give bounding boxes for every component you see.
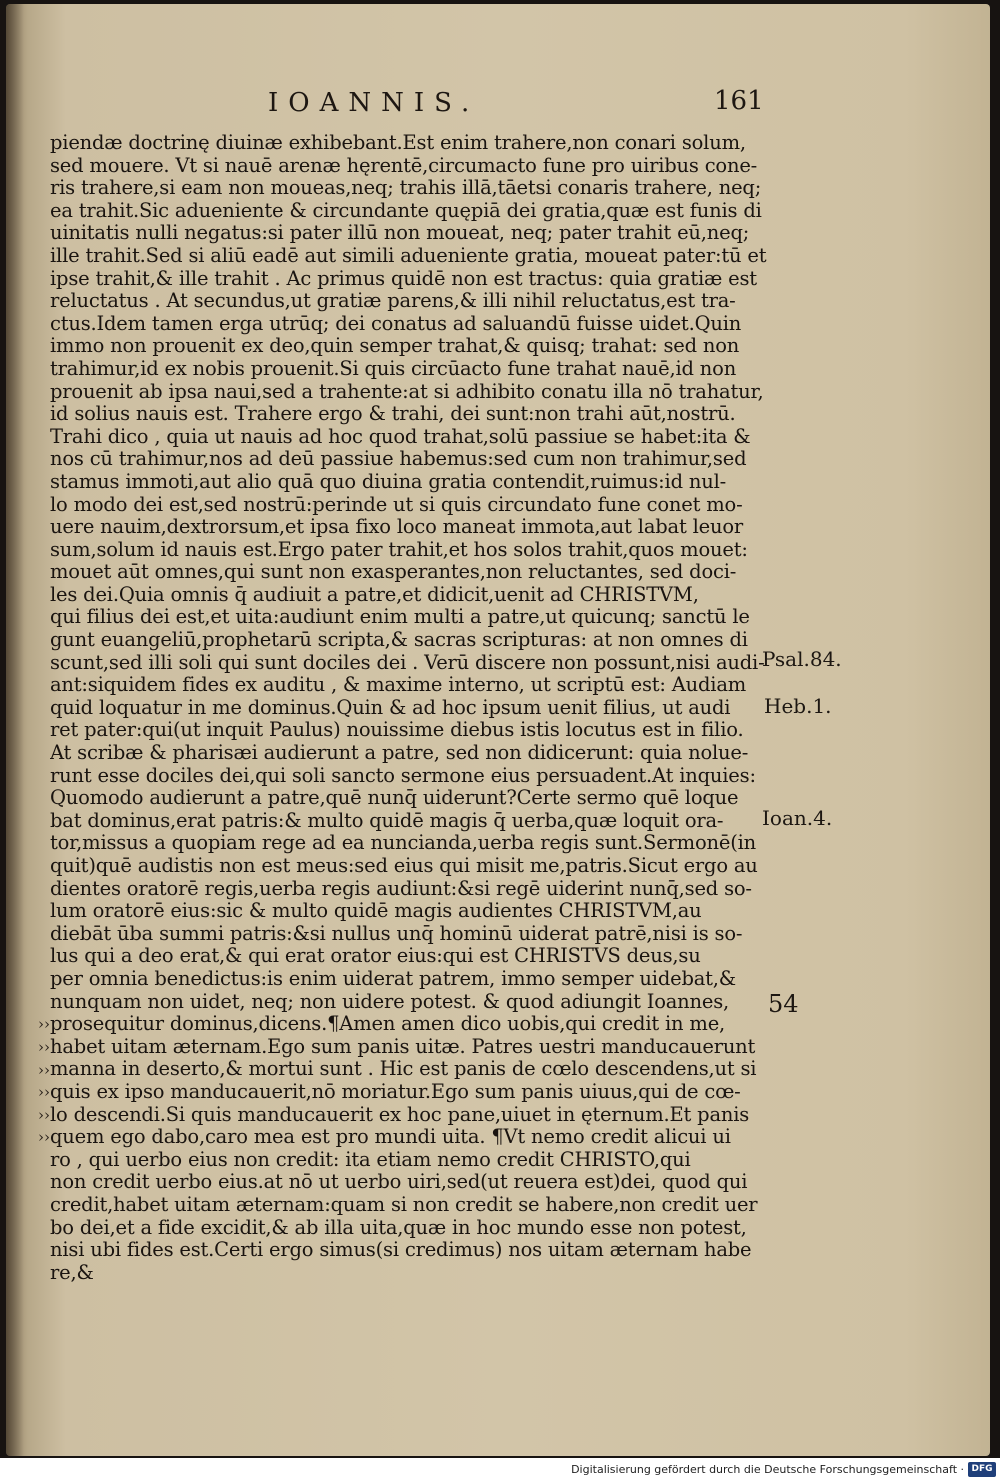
text-line: ipse trahit,& ille trahit . Ac primus quidē non est tractus: quia gratiæ est: [50, 267, 757, 290]
text-line: per omnia benedictus:is enim uiderat patrem, immo semper uidebat,&: [50, 967, 736, 990]
gloss-mark: ››: [38, 1083, 50, 1102]
gloss-mark: ››: [38, 1105, 50, 1124]
text-line: ctus.Idem tamen erga utrūq; dei conatus ad saluandū fuisse uidet.Quin: [50, 312, 742, 335]
margin-note-number: 54: [768, 990, 799, 1018]
text-line: quem ego dabo,caro mea est pro mundi uita. ¶Vt nemo credit alicui ui: [50, 1126, 731, 1149]
folio-number: 161: [714, 86, 764, 116]
text-line: gunt euangeliū,prophetarū scripta,& sacras scripturas: at non omnes di: [50, 629, 748, 652]
margin-note-heb: Heb.1.: [764, 694, 832, 718]
text-line: quis ex ipso manducauerit,nō moriatur.Ego sum panis uiuus,qui de cœ-: [50, 1080, 741, 1103]
text-line: uere nauim,dextrorsum,et ipsa fixo loco maneat immota,aut labat leuor: [50, 516, 743, 539]
text-line: trahimur,id ex nobis prouenit.Si quis circūacto fune trahat nauē,id non: [50, 357, 737, 380]
text-line: ris trahere,si eam non moueas,neq; trahis illā,tāetsi conaris trahere, neq;: [50, 177, 762, 200]
text-line: bat dominus,erat patris:& multo quidē magis q̄ uerba,quæ loquit ora-: [50, 809, 724, 832]
text-line: id solius nauis est. Trahere ergo & trahi, dei sunt:non trahi aūt,nostrū.: [50, 403, 736, 426]
text-line: sum,solum id nauis est.Ergo pater trahit,et hos solos trahit,quos mouet:: [50, 538, 748, 561]
text-line: runt esse dociles dei,qui soli sancto sermone eius persuadent.At inquies:: [50, 764, 756, 787]
text-line: immo non prouenit ex deo,quin semper trahat,& quisq; trahat: sed non: [50, 335, 740, 358]
text-line: uinitatis nulli negatus:si pater illū non moueat, neq; pater trahit eū,neq;: [50, 222, 750, 245]
text-line: stamus immoti,aut alio quā quo diuina gratia contendit,ruimus:id nul-: [50, 470, 726, 493]
text-line: quit)quē audistis non est meus:sed eius qui misit me,patris.Sicut ergo au: [50, 855, 758, 877]
text-block: [50, 132, 770, 1284]
text-line: tor,missus a quopiam rege ad ea nuncianda,uerba regis sunt.Sermonē(in: [50, 832, 757, 855]
text-line: ant:siquidem fides ex auditu , & maxime interno, ut scriptū est: Audiam: [50, 674, 747, 697]
text-line: ret pater:qui(ut inquit Paulus) nouissime diebus istis locutus est in filio.: [50, 719, 744, 742]
text-line: lo modo dei est,sed nostrū:perinde ut si quis circundato fune conet mo-: [50, 493, 743, 516]
text-line: ro , qui uerbo eius non credit: ita etiam nemo credit CHRISTO,qui: [50, 1148, 691, 1171]
text-line: Trahi dico , quia ut nauis ad hoc quod trahat,solū passiue se habet:ita &: [50, 425, 751, 448]
text-line: les dei.Quia omnis q̄ audiuit a patre,et didicit,uenit ad CHRISTVM,: [50, 583, 699, 606]
text-line: nisi ubi fides est.Certi ergo simus(si credimus) nos uitam æternam habe: [50, 1239, 752, 1262]
margin-note-ioan: Ioan.4.: [762, 806, 833, 830]
running-head: IOANNIS.: [268, 88, 480, 118]
text-line: sed mouere. Vt si nauē arenæ hęrentē,circumacto fune pro uiribus cone-: [50, 154, 758, 177]
text-line: ea trahit.Sic adueniente & circundante quępiā dei gratia,quæ est funis di: [50, 199, 762, 222]
text-line: non credit uerbo eius.at nō ut uerbo uiri,sed(ut reuera est)dei, quod qui: [50, 1171, 748, 1194]
gloss-mark: ››: [38, 1038, 50, 1056]
footer-bar: [0, 1458, 1000, 1482]
text-line: manna in deserto,& mortui sunt . Hic est panis de cœlo descendens,ut si: [50, 1058, 757, 1081]
gloss-mark: ››: [38, 1128, 50, 1147]
text-line: reluctatus . At secundus,ut gratiæ parens,& illi nihil reluctatus,est tra-: [50, 290, 736, 313]
text-line: nos cū trahimur,nos ad deū passiue habemus:sed cum non trahimur,sed: [50, 448, 747, 471]
text-line: bo dei,et a fide excidit,& ab illa uita,quæ in hoc mundo esse non potest,: [50, 1216, 747, 1239]
margin-note-psal: Psal.84.: [762, 647, 842, 671]
text-line: diebāt ūba summi patris:&si nullus unq̄ hominū uiderat patrē,nisi is so-: [50, 922, 743, 945]
text-line: prosequitur dominus,dicens.¶Amen amen dico uobis,qui credit in me,: [50, 1013, 726, 1036]
text-line: At scribæ & pharisæi audierunt a patre, sed non didicerunt: quia nolue-: [50, 742, 749, 765]
text-line: habet uitam æternam.Ego sum panis uitæ. Patres uestri manducauerunt: [50, 1035, 756, 1058]
text-line: re,&: [50, 1261, 94, 1284]
dfg-logo: DFG: [968, 1462, 996, 1477]
text-line: credit,habet uitam æternam:quam si non credit se habere,non credit uer: [50, 1193, 758, 1216]
text-line: quid loquatur in me dominus.Quin & ad hoc ipsum uenit filius, ut audi: [50, 696, 731, 719]
text-line: mouet aūt omnes,qui sunt non exasperantes,non reluctantes, sed doci-: [50, 561, 737, 584]
gloss-mark: ››: [38, 1060, 50, 1079]
text-line: prouenit ab ipsa naui,sed a trahente:at si adhibito conatu illa nō trahatur,: [50, 380, 764, 403]
text-line: piendæ doctrinę diuinæ exhibebant.Est enim trahere,non conari solum,: [50, 132, 746, 154]
text-line: lo descendi.Si quis manducauerit ex hoc pane,uiuet in ęternum.Et panis: [50, 1103, 750, 1126]
book-page: [6, 4, 990, 1456]
text-line: lus qui a deo erat,& qui erat orator eius:qui est CHRISTVS deus,su: [50, 945, 701, 968]
footer-credit: Digitalisierung gefördert durch die Deutsche Forschungsgemeinschaft ·: [571, 1463, 964, 1476]
text-line: qui filius dei est,et uita:audiunt enim multi a patre,ut quicunq; sanctū le: [50, 606, 750, 629]
text-line: dientes oratorē regis,uerba regis audiunt:&si regē uiderint nunq̄,sed so-: [50, 877, 752, 900]
text-line: lum oratorē eius:sic & multo quidē magis audientes CHRISTVM,au: [50, 900, 702, 923]
gloss-mark: ››: [38, 1015, 50, 1034]
text-line: nunquam non uidet, neq; non uidere potest. & quod adiungit Ioannes,: [50, 990, 730, 1013]
gutter-shadow: [6, 4, 24, 1456]
text-line: ille trahit.Sed si aliū eadē aut simili adueniente gratia, moueat pater:tū et: [50, 244, 767, 267]
text-line: scunt,sed illi soli qui sunt dociles dei . Verū discere non possunt,nisi audi-: [50, 651, 765, 674]
text-line: Quomodo audierunt a patre,quē nunq̄ uiderunt?Certe sermo quē loque: [50, 787, 739, 810]
